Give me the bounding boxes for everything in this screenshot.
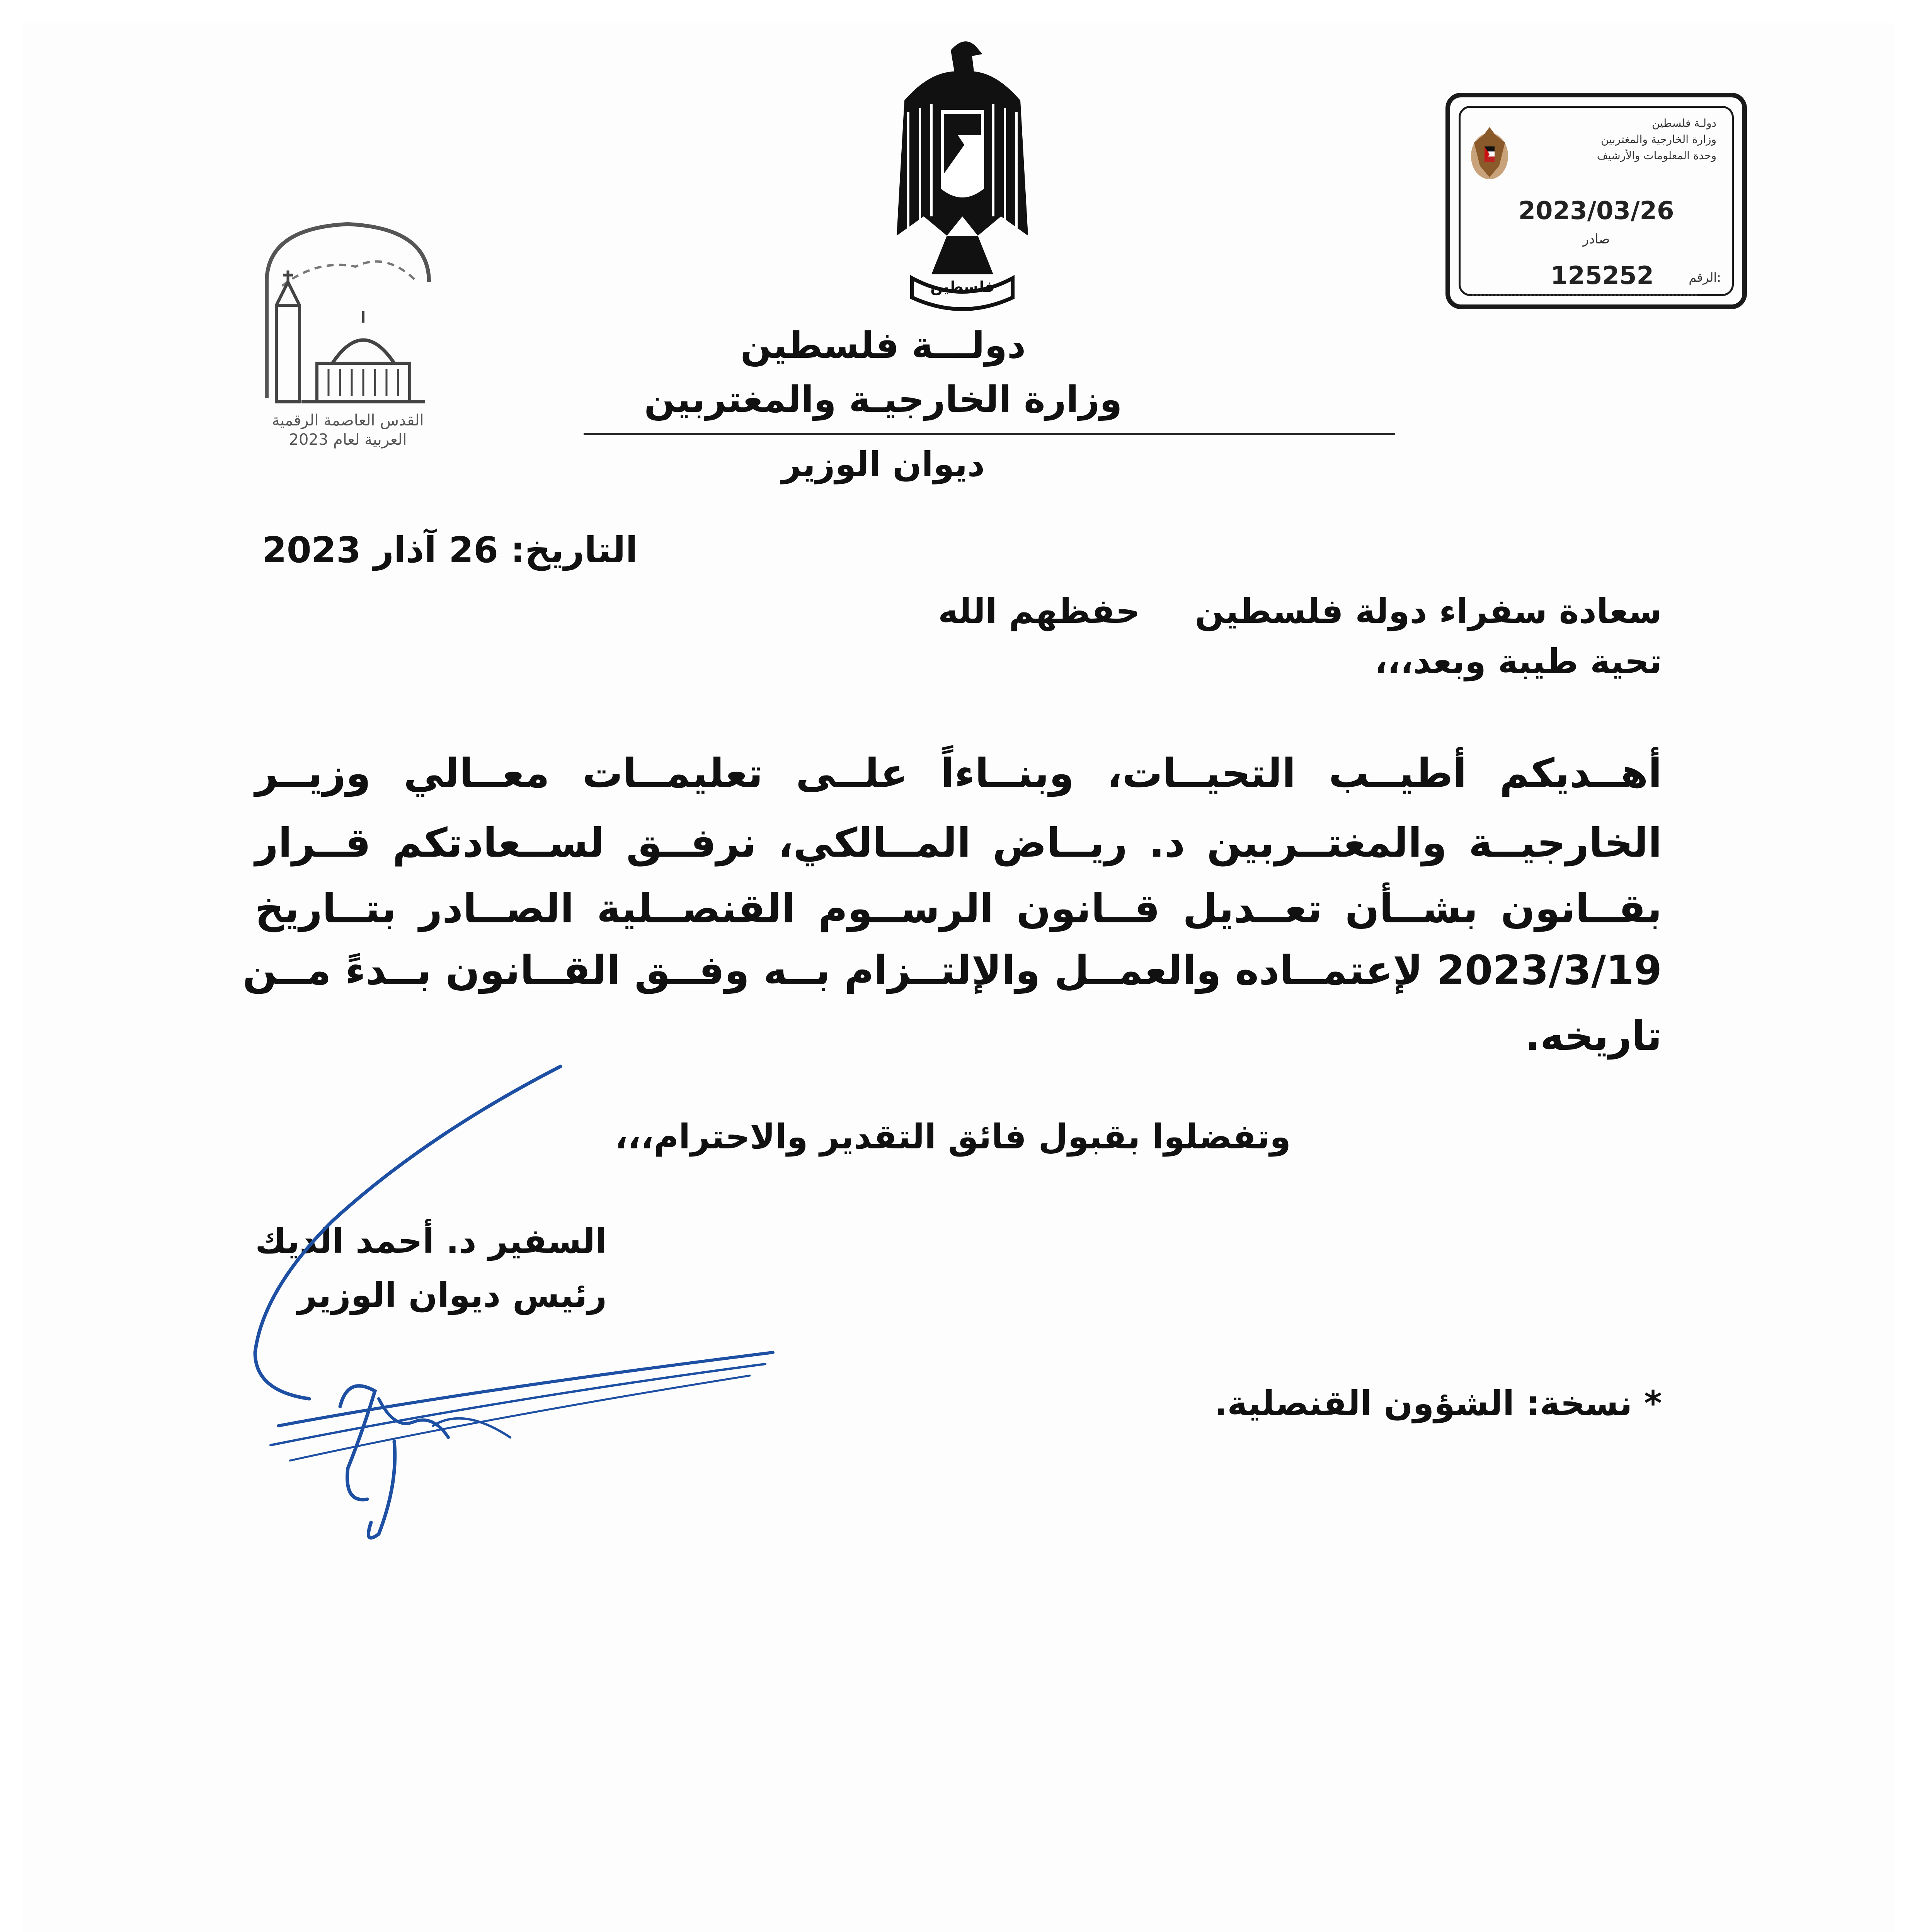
eagle-emblem-icon xyxy=(881,35,1044,313)
stamp-dotted-line xyxy=(1472,294,1697,296)
greeting: تحية طيبة وبعد،،، xyxy=(1374,641,1662,681)
body-line-3: بقــانون بشــأن تعــديل قــانون الرســوم القنصــلية الصــادر بتــاريخ xyxy=(255,885,1662,932)
body-line-2: الخارجيــة والمغتــربين د. ريــاض المــالكي، نرفــق لســعادتكم قــرار xyxy=(255,819,1662,866)
stamp-line-3: وحدة المعلومات والأرشيف xyxy=(1597,149,1716,162)
body-line-4: 2023/3/19 لإعتمــاده والعمــل والإلتــزام بــه وفــق القــانون بــدءً مــن xyxy=(242,947,1662,994)
archive-stamp xyxy=(1445,93,1747,309)
ministry-name: وزارة الخارجيـة والمغتربين xyxy=(644,379,1122,421)
closing: وتفضلوا بقبول فائق التقدير والاحترام،،، xyxy=(615,1117,1291,1156)
jerusalem-skyline-icon xyxy=(240,216,456,417)
stamp-inner-border xyxy=(1459,106,1734,296)
jerusalem-capital-logo xyxy=(240,216,456,456)
emblem-caption: فلسطين xyxy=(930,278,994,295)
state-emblem xyxy=(881,35,1044,313)
stamp-number-label: الرقم: xyxy=(1689,270,1721,285)
handwritten-signature xyxy=(232,1059,819,1561)
stamp-status: صادر xyxy=(1582,231,1610,247)
stamp-date: 2023/03/26 xyxy=(1518,197,1674,225)
body-line-1: أهــديكم أطيــب التحيــات، وبنــاءاً علــى تعليمــات معــالي وزيــر xyxy=(255,750,1662,797)
body-line-5: تاريخه. xyxy=(1525,1012,1662,1060)
letter-date: التاريخ: 26 آذار 2023 xyxy=(262,529,638,571)
addressee-honorific: حفظهم الله xyxy=(938,591,1140,631)
jerusalem-logo-line-1: القدس العاصمة الرقمية xyxy=(272,412,424,429)
stamp-line-1: دولـة فلسطين xyxy=(1651,117,1716,129)
carbon-copy: * نسخة: الشؤون القنصلية. xyxy=(1214,1383,1662,1423)
signatory-name: السفير د. أحمد الديك xyxy=(255,1221,607,1261)
header-divider xyxy=(584,433,1395,435)
stamp-number: 125252 xyxy=(1550,262,1654,290)
stamp-line-2: وزارة الخارجية والمغتربين xyxy=(1600,133,1716,146)
letter-page xyxy=(23,23,1894,1932)
office-name: ديوان الوزير xyxy=(781,444,985,484)
jerusalem-logo-line-2: العربية لعام 2023 xyxy=(289,431,407,449)
eagle-emblem-icon xyxy=(1468,119,1511,185)
state-name: دولـــة فلسطين xyxy=(740,325,1026,367)
signatory-title: رئيس ديوان الوزير xyxy=(297,1275,607,1315)
addressee: سعادة سفراء دولة فلسطين xyxy=(1195,591,1662,631)
